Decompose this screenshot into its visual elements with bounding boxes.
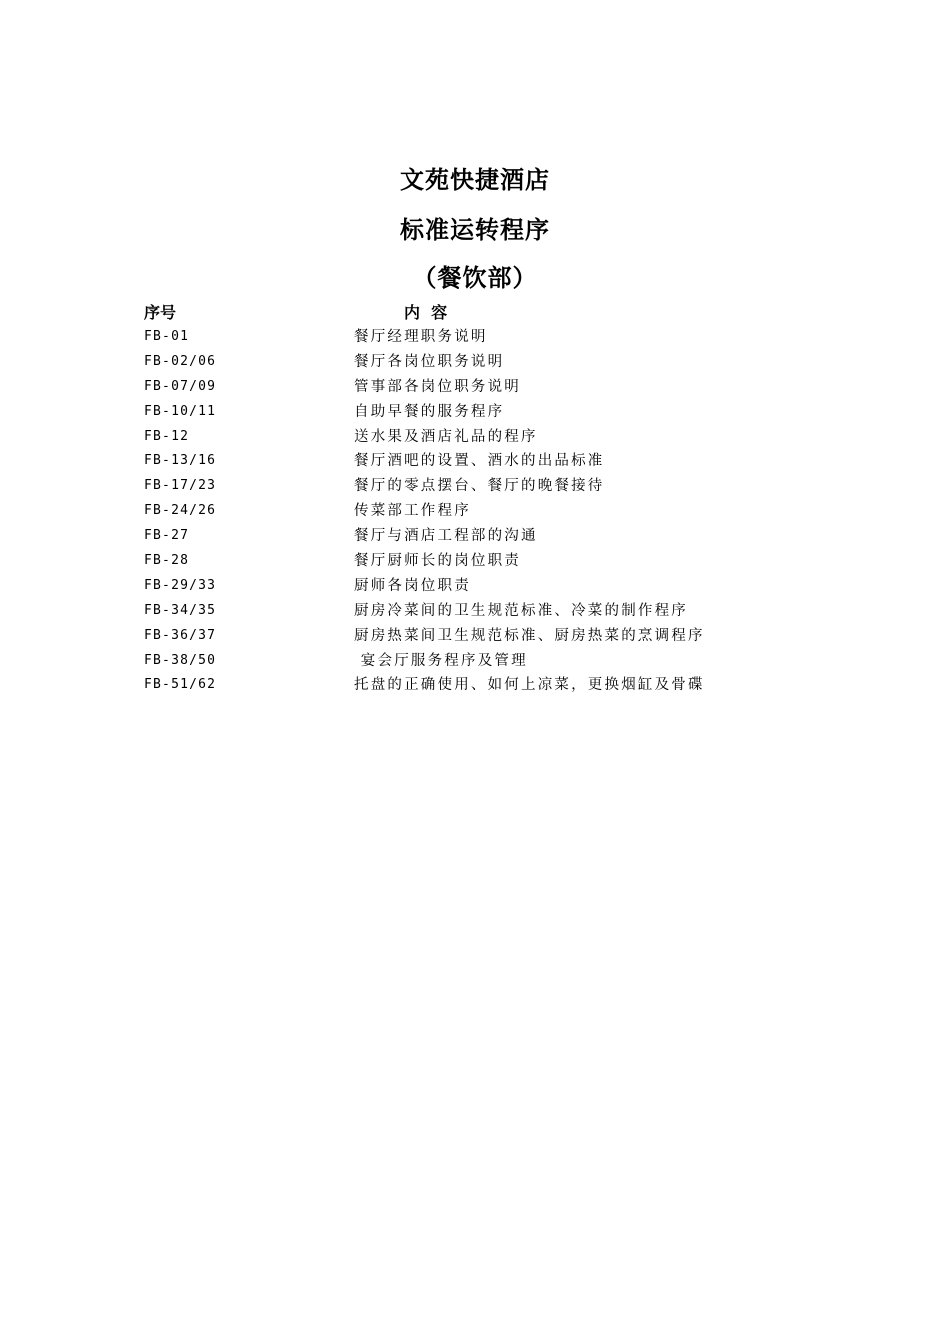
- list-item: [144, 575, 844, 600]
- item-content: 餐厅经理职务说明: [354, 329, 488, 345]
- list-item: [144, 376, 844, 401]
- list-item: [144, 450, 844, 475]
- item-content: 餐厅与酒店工程部的沟通: [354, 528, 538, 545]
- item-code: FB-38/50: [144, 652, 217, 668]
- item-code: FB-36/37: [144, 627, 217, 643]
- item-code: FB-28: [144, 553, 190, 569]
- list-item: [144, 500, 844, 525]
- item-code: FB-27: [144, 528, 190, 544]
- list-item: [144, 600, 844, 625]
- item-content: 餐厅各岗位职务说明: [354, 353, 505, 370]
- list-item: [144, 326, 844, 351]
- item-content: 餐厅厨师长的岗位职责: [354, 553, 521, 570]
- list-item: [144, 650, 844, 675]
- table-header: [144, 300, 844, 324]
- item-code: FB-07/09: [144, 378, 217, 394]
- item-content: 厨房热菜间卫生规范标准、厨房热菜的烹调程序: [354, 627, 705, 644]
- header-content: 内 容: [404, 303, 448, 322]
- item-code: FB-29/33: [144, 577, 217, 593]
- list-item: [144, 475, 844, 500]
- item-content: 餐厅酒吧的设置、酒水的出品标准: [354, 453, 605, 470]
- list-item: [144, 401, 844, 426]
- list-item: [144, 525, 844, 550]
- contents-list: [144, 326, 844, 699]
- item-content: 送水果及酒店礼品的程序: [354, 428, 538, 445]
- item-code: FB-10/11: [144, 403, 217, 419]
- item-code: FB-34/35: [144, 602, 217, 618]
- item-code: FB-24/26: [144, 503, 217, 519]
- item-code: FB-02/06: [144, 353, 217, 369]
- item-code: FB-17/23: [144, 478, 217, 494]
- hotel-name-title: 文苑快捷酒店: [400, 165, 550, 194]
- header-code: 序号: [144, 303, 177, 322]
- item-content: 厨师各岗位职责: [354, 577, 471, 594]
- item-code: FB-13/16: [144, 453, 217, 469]
- item-content: 托盘的正确使用、如何上凉菜，更换烟缸及骨碟: [354, 677, 705, 694]
- item-content: 餐厅的零点摆台、餐厅的晚餐接待: [354, 478, 605, 495]
- item-code: FB-51/62: [144, 677, 217, 693]
- list-item: [144, 550, 844, 575]
- procedure-title: 标准运转程序: [400, 215, 550, 244]
- list-item: [144, 351, 844, 376]
- list-item: [144, 426, 844, 451]
- list-item: [144, 674, 844, 699]
- item-content: 管事部各岗位职务说明: [354, 378, 521, 395]
- item-content: 传菜部工作程序: [354, 503, 471, 520]
- item-content: 宴会厅服务程序及管理: [354, 652, 528, 669]
- list-item: [144, 625, 844, 650]
- item-code: FB-12: [144, 428, 190, 444]
- item-content: 自助早餐的服务程序: [354, 403, 505, 420]
- department-title: （餐饮部）: [412, 263, 538, 292]
- item-code: FB-01: [144, 329, 190, 344]
- item-content: 厨房冷菜间的卫生规范标准、冷菜的制作程序: [354, 602, 688, 619]
